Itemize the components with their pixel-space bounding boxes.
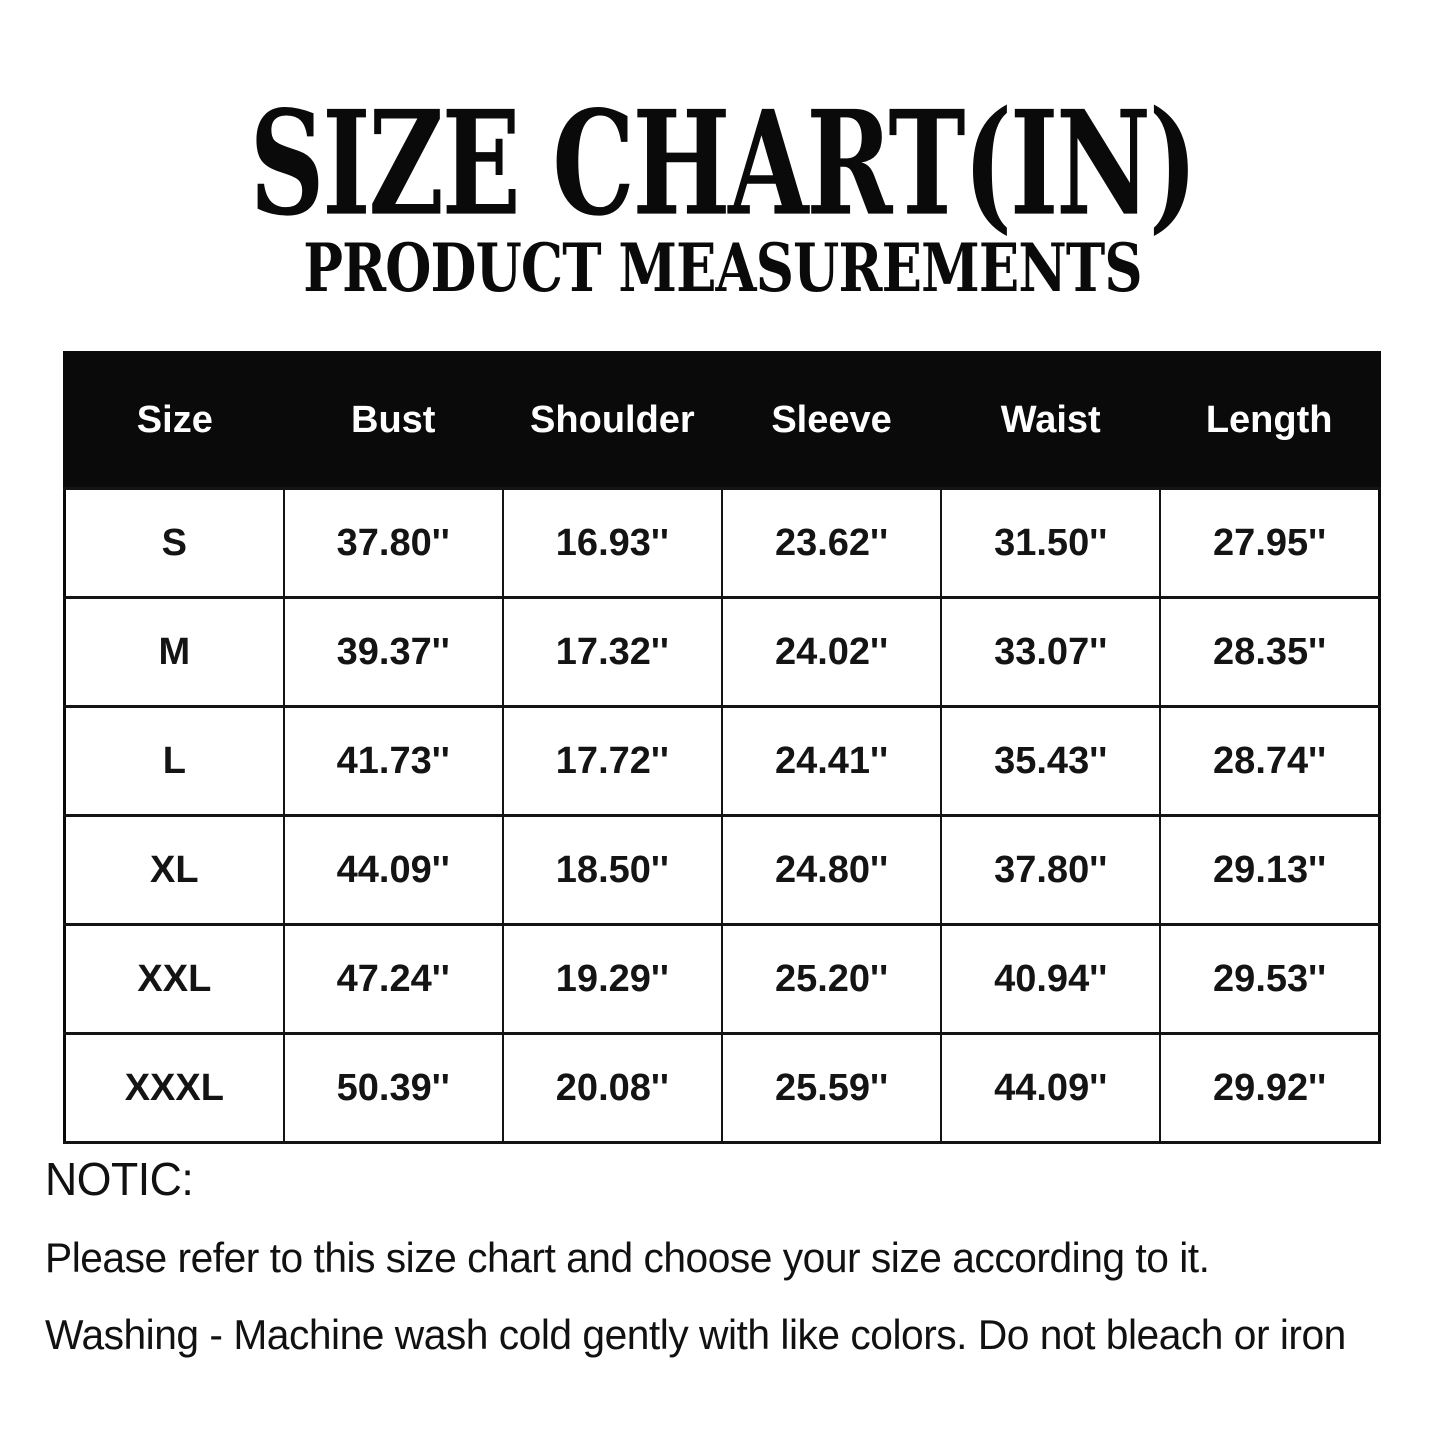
shoulder-value: 16.93'' [503, 489, 722, 598]
table-header [65, 353, 1380, 489]
sleeve-value: 24.02'' [722, 598, 941, 707]
page-subtitle: PRODUCT MEASUREMENTS [303, 229, 1142, 307]
bust-value: 44.09'' [284, 816, 503, 925]
waist-value: 33.07'' [941, 598, 1160, 707]
table-row-xxl [65, 925, 1380, 1034]
column-header-waist: Waist [941, 353, 1160, 489]
length-value: 27.95'' [1160, 489, 1379, 598]
notes-line-refer: Please refer to this size chart and choose your size according to it. [45, 1234, 1210, 1281]
length-value: 29.53'' [1160, 925, 1379, 1034]
header-row [65, 353, 1380, 489]
waist-value: 40.94'' [941, 925, 1160, 1034]
length-value: 29.13'' [1160, 816, 1379, 925]
waist-value: 37.80'' [941, 816, 1160, 925]
column-header-length: Length [1160, 353, 1379, 489]
column-header-bust: Bust [284, 353, 503, 489]
sleeve-value: 25.20'' [722, 925, 941, 1034]
waist-value: 31.50'' [941, 489, 1160, 598]
length-value: 28.74'' [1160, 707, 1379, 816]
bust-value: 41.73'' [284, 707, 503, 816]
table-row-m [65, 598, 1380, 707]
sleeve-value: 25.59'' [722, 1034, 941, 1143]
column-header-sleeve: Sleeve [722, 353, 941, 489]
size-label: S [65, 489, 284, 598]
length-value: 28.35'' [1160, 598, 1379, 707]
waist-value: 35.43'' [941, 707, 1160, 816]
size-label: XXL [65, 925, 284, 1034]
table-row-xxxl [65, 1034, 1380, 1143]
size-label: M [65, 598, 284, 707]
table-row-l [65, 707, 1380, 816]
column-header-shoulder: Shoulder [503, 353, 722, 489]
size-label: L [65, 707, 284, 816]
shoulder-value: 17.72'' [503, 707, 722, 816]
bust-value: 39.37'' [284, 598, 503, 707]
shoulder-value: 17.32'' [503, 598, 722, 707]
sleeve-value: 24.41'' [722, 707, 941, 816]
size-label: XL [65, 816, 284, 925]
column-header-size: Size [65, 353, 284, 489]
table-body [65, 489, 1380, 1143]
table-row-s [65, 489, 1380, 598]
notes-line-washing: Washing - Machine wash cold gently with like colors. Do not bleach or iron [45, 1311, 1346, 1358]
bust-value: 50.39'' [284, 1034, 503, 1143]
sleeve-value: 23.62'' [722, 489, 941, 598]
shoulder-value: 18.50'' [503, 816, 722, 925]
length-value: 29.92'' [1160, 1034, 1379, 1143]
table-row-xl [65, 816, 1380, 925]
waist-value: 44.09'' [941, 1034, 1160, 1143]
size-chart-table [63, 351, 1381, 1144]
sleeve-value: 24.80'' [722, 816, 941, 925]
page-title: SIZE CHART(IN) [249, 79, 1196, 249]
title-block [0, 79, 1445, 307]
notes-section [45, 1152, 1415, 1388]
shoulder-value: 20.08'' [503, 1034, 722, 1143]
size-label: XXXL [65, 1034, 284, 1143]
notes-heading: NOTIC: [45, 1153, 194, 1205]
bust-value: 47.24'' [284, 925, 503, 1034]
bust-value: 37.80'' [284, 489, 503, 598]
shoulder-value: 19.29'' [503, 925, 722, 1034]
